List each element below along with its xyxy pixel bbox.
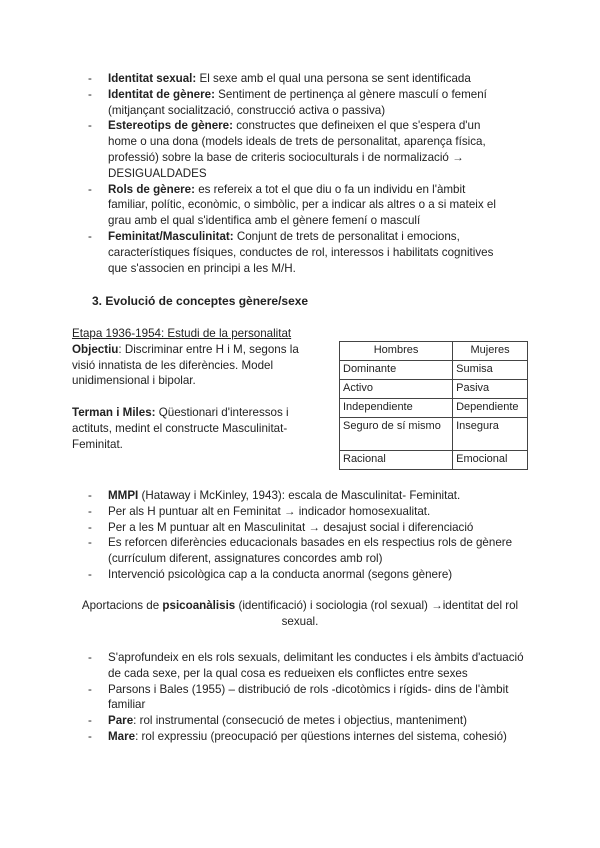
list-item: - Pare: rol instrumental (consecució de metes i objectius, manteniment) (108, 713, 538, 729)
mmpi-sublist (108, 504, 548, 536)
list-item: - Parsons i Bales (1955) – distribució de rols -dicotòmics i rígids- dins de l'àmbit familiar - Pare: rol instrumental (consecució de metes i objectius, manteniment) - Mare: rol expressiu (preocupació per qüestions internes del sistema, cohesió) (108, 682, 538, 745)
table-row: Racional Emocional (340, 451, 528, 470)
contributions-paragraph: Aportacions de psicoanàlisis (identificació) i sociologia (rol sexual) →identitat del rol sexual. (81, 599, 519, 628)
list-item: - Es reforcen diferències educacionals basades en els respectius rols de gènere (currículum diferent, assignatures concordes amb rol) (108, 535, 548, 567)
stage-description (72, 326, 322, 453)
mmpi-list (108, 488, 548, 583)
table-header-row (340, 342, 528, 361)
stereotypes-table (339, 341, 528, 470)
list-item: - Mare: rol expressiu (preocupació per qüestions internes del sistema, cohesió) (108, 729, 538, 745)
stage-title: Etapa 1936-1954: Estudi de la personalitat (72, 327, 292, 340)
definitions-list (108, 71, 508, 276)
list-item: - MMPI (Hataway i McKinley, 1943): escala de Masculinitat- Feminitat. - Per als H puntuar alt en Feminitat → indicador homosexualitat. - Per a les M puntuar alt en Masculinitat → desajust social i diferenciació (108, 488, 548, 535)
list-item: - Identitat sexual: El sexe amb el qual una persona se sent identificada (108, 71, 508, 87)
table-row: Activo Pasiva (340, 380, 528, 399)
list-item: - Per a les M puntuar alt en Masculinitat → desajust social i diferenciació (108, 520, 548, 536)
table-header: Mujeres (453, 342, 528, 361)
list-item: - Per als H puntuar alt en Feminitat → indicador homosexualitat. (108, 504, 548, 520)
stage-objective: Objectiu: Discriminar entre H i M, segons la visió innatista de les diferències. Model unidimensional i bipolar. (72, 342, 299, 388)
roles-sublist (108, 713, 538, 745)
terman-miles: Terman i Miles: Qüestionari d'interessos i actituts, medint el constructe Masculinitat-Feminitat. (72, 406, 289, 451)
list-item: - Estereotips de gènere: constructes que defineixen el que s'espera d'un home o una dona (models ideals de trets de personalitat, aparença física, professió) sobre la base de criteris socioculturals i de normalizació → DESIGUALDADES (108, 118, 508, 181)
table-header: Hombres (340, 342, 453, 361)
list-item: - Rols de gènere: es refereix a tot el que diu o fa un individu en l'àmbit familiar, polític, econòmic, o simbòlic, per a indicar als altres o a si mateix el grau amb el qual s'identifica amb el gènere femení o masculí (108, 182, 508, 229)
list-item: - Feminitat/Masculinitat: Conjunt de trets de personalitat i emocions, característiques físiques, conductes de rol, interessos i habilitats cognitives que s'associen en principi a les M/H. (108, 229, 508, 276)
table-row: Dominante Sumisa (340, 361, 528, 380)
table-row: Seguro de sí mismo Insegura (340, 418, 528, 451)
section-title: 3. Evolució de conceptes gènere/sexe (92, 294, 309, 308)
table-row: Independiente Dependiente (340, 399, 528, 418)
list-item: - Intervenció psicològica cap a la conducta anormal (segons gènere) (108, 567, 548, 583)
roles-list (108, 650, 538, 745)
list-item: - S'aprofundeix en els rols sexuals, delimitant les conductes i els àmbits d'actuació de cada sexe, per la qual cosa es redueixen els conflictes entre sexes (108, 650, 538, 682)
list-item: - Identitat de gènere: Sentiment de pertinença al gènere masculí o femení (mitjançant socialització, construcció activa o passiva) (108, 87, 508, 119)
